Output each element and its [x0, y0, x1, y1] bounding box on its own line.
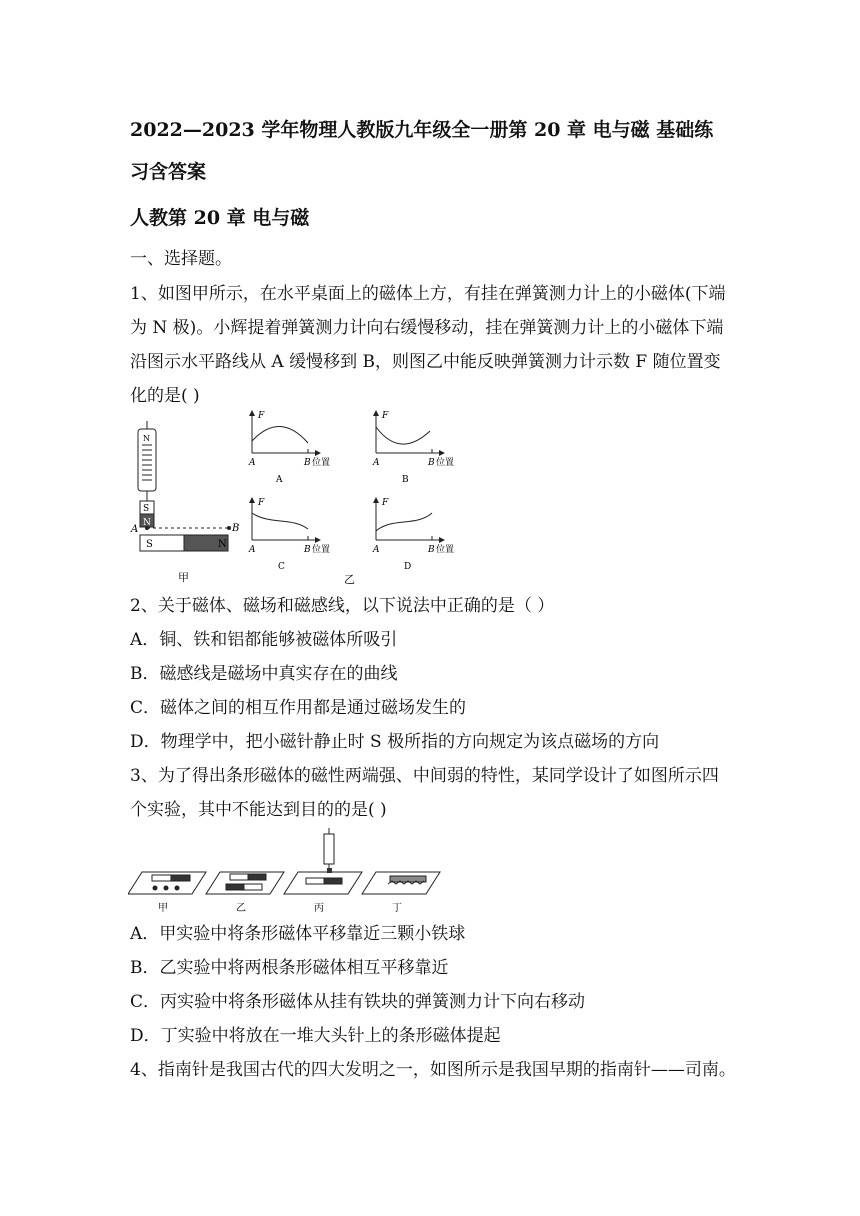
chapter-heading: 人教第 20 章 电与磁 — [130, 207, 310, 229]
q3-line2: 个实验，其中不能达到目的的是( ) — [130, 800, 387, 820]
point-a-label: A — [131, 524, 139, 535]
graph-d-x-end: B — [428, 545, 435, 555]
q2-stem: 2、关于磁体、磁场和磁感线，以下说法中正确的是（ ） — [130, 596, 555, 616]
graph-b-caption: B — [402, 475, 409, 485]
small-magnet-s-label: S — [143, 504, 150, 514]
q1-figure-yi — [240, 405, 480, 590]
q2-option-b: B．磁感线是磁场中真实存在的曲线 — [130, 664, 398, 684]
q3-label-bing: 丙 — [314, 903, 324, 914]
bar-magnet-s-label: S — [146, 539, 153, 550]
figure-jia-caption: 甲 — [178, 571, 189, 584]
graph-b-x-unit: 位置 — [436, 458, 455, 468]
q3-option-d: D．丁实验中将放在一堆大头针上的条形磁体提起 — [130, 1026, 501, 1046]
q1-line1: 1、如图甲所示，在水平桌面上的磁体上方，有挂在弹簧测力计上的小磁体(下端 — [130, 284, 726, 304]
figure-yi-caption: 乙 — [344, 573, 355, 586]
q1-line4: 化的是( ) — [130, 386, 200, 406]
graph-c-caption: C — [278, 562, 285, 572]
q3-figure — [128, 826, 448, 916]
q1-line3: 沿图示水平路线从 A 缓慢移到 B，则图乙中能反映弹簧测力计示数 F 随位置变 — [130, 352, 721, 372]
graph-b-x-start: A — [373, 458, 380, 468]
graph-c-x-end: B — [304, 545, 311, 555]
q3-option-a: A．甲实验中将条形磁体平移靠近三颗小铁球 — [130, 924, 466, 944]
graph-c-curve — [252, 513, 308, 529]
graph-a-x-unit: 位置 — [312, 458, 331, 468]
q3-label-yi: 乙 — [236, 903, 246, 914]
section-heading: 一、选择题。 — [130, 249, 232, 269]
graph-c — [248, 498, 330, 572]
small-magnet-n-label: N — [143, 518, 151, 528]
graph-d-y-label: F — [382, 498, 389, 508]
doc-title-line1: 2022—2023 学年物理人教版九年级全一册第 20 章 电与磁 基础练 — [130, 119, 714, 141]
q3-option-b: B．乙实验中将两根条形磁体相互平移靠近 — [130, 958, 449, 978]
q3-line1: 3、为了得出条形磁体的磁性两端强、中间弱的特性，某同学设计了如图所示四 — [130, 766, 719, 786]
graph-c-x-unit: 位置 — [312, 545, 331, 555]
graph-a-x-end: B — [304, 458, 311, 468]
graph-b-curve — [376, 427, 430, 444]
q1-line2: 为 N 极)。小辉提着弹簧测力计向右缓慢移动，挂在弹簧测力计上的小磁体下端 — [130, 318, 724, 338]
graph-b-x-end: B — [428, 458, 435, 468]
graph-d-x-unit: 位置 — [436, 545, 455, 555]
graph-d-x-start: A — [373, 545, 380, 555]
doc-title-line2: 习含答案 — [130, 161, 207, 183]
graph-d-curve — [376, 513, 432, 531]
q3-option-c: C．丙实验中将条形磁体从挂有铁块的弹簧测力计下向右移动 — [130, 992, 586, 1012]
graph-a — [248, 411, 330, 485]
spring-top-label: N — [143, 434, 150, 443]
q2-option-c: C．磁体之间的相互作用都是通过磁场发生的 — [130, 698, 467, 718]
graph-a-curve — [252, 426, 308, 443]
graph-c-x-start: A — [249, 545, 256, 555]
graph-a-y-label: F — [258, 411, 265, 421]
q2-option-d: D．物理学中，把小磁针静止时 S 极所指的方向规定为该点磁场的方向 — [130, 732, 660, 752]
q4-line1: 4、指南针是我国古代的四大发明之一，如图所示是我国早期的指南针——司南。 — [130, 1060, 736, 1080]
graph-d-caption: D — [404, 562, 412, 572]
graph-a-x-start: A — [249, 458, 256, 468]
graph-d — [372, 498, 454, 572]
q2-option-a: A．铜、铁和铝都能够被磁体所吸引 — [130, 630, 398, 650]
bar-magnet-n-label: N — [218, 539, 227, 550]
point-b-label: B — [232, 523, 240, 534]
q3-label-ding: 丁 — [392, 903, 402, 914]
q3-label-jia: 甲 — [158, 903, 168, 914]
q1-figure-jia — [126, 415, 256, 585]
graph-c-y-label: F — [258, 498, 265, 508]
graph-a-caption: A — [276, 475, 283, 485]
graph-b — [372, 411, 454, 485]
graph-b-y-label: F — [382, 411, 389, 421]
